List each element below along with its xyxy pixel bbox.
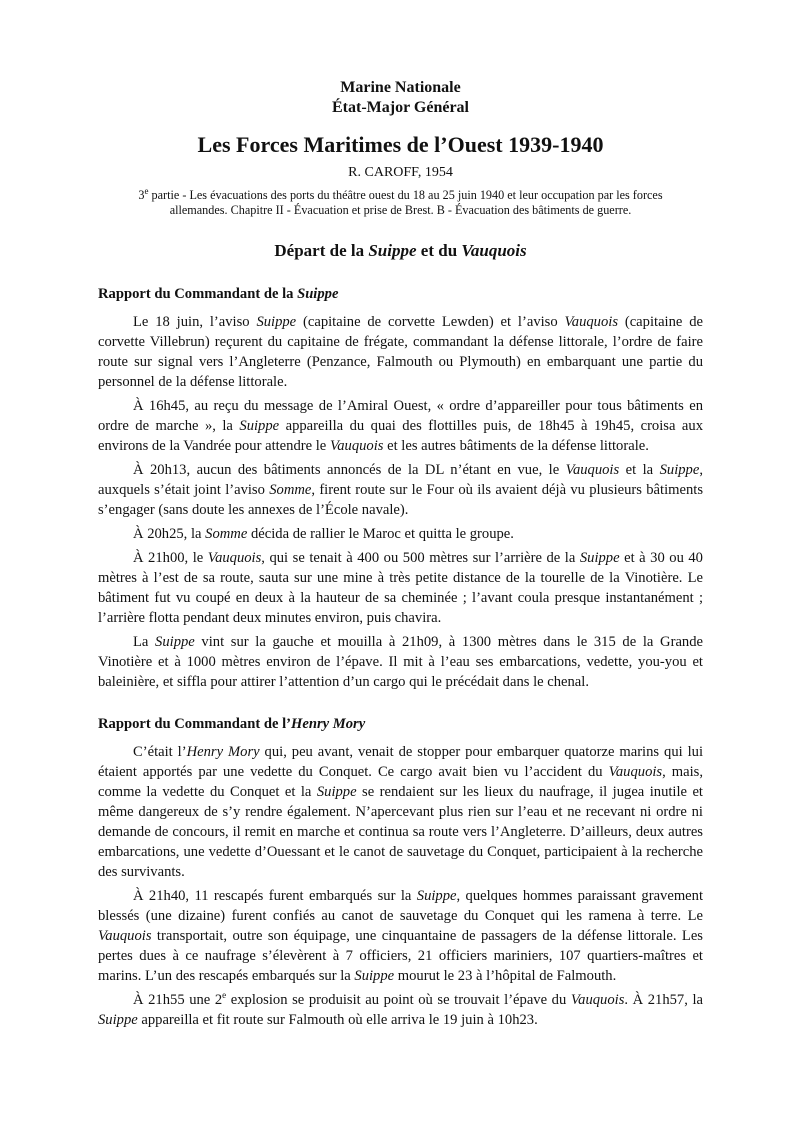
- text-run: Le 18 juin, l’aviso: [133, 314, 257, 330]
- body-paragraph: [98, 524, 703, 544]
- ship-name: Vauquois: [565, 462, 620, 478]
- text-run: , qui se tenait à 400 ou 500 mètres sur l’arrière de la: [261, 550, 580, 566]
- section-heading-ship-2: Vauquois: [461, 241, 527, 260]
- body-paragraph: [98, 886, 703, 986]
- ship-name: Somme: [205, 526, 248, 542]
- body-paragraph: [98, 548, 703, 628]
- text-run: appareilla du quai des flottilles puis, de 18h45 à 19h45, croisa aux environs de la Vandrée pour attendre le: [98, 418, 703, 454]
- text-run: La: [133, 634, 156, 650]
- body-paragraph: [98, 460, 703, 520]
- ship-name: Vauquois: [564, 314, 618, 330]
- ship-name: Suippe: [316, 784, 357, 800]
- report-heading-prefix: Rapport du Commandant de l’: [98, 716, 291, 732]
- report-heading-ship: Henry Mory: [291, 716, 366, 732]
- department-heading: État-Major Général: [332, 99, 469, 116]
- subtitle-part-number: 3: [138, 188, 145, 202]
- report-heading: [98, 284, 703, 304]
- ship-name: Somme: [269, 482, 312, 498]
- text-run: , quelques hommes paraissant gravement blessés (une dizaine) furent confiés au canot de sauvetage du Conquet qui les ramena à terre. Le: [98, 888, 704, 924]
- ship-name: Suippe: [354, 968, 395, 984]
- subtitle-line-1: partie - Les évacuations des ports du théâtre ouest du 18 au 25 juin 1940 et leur occupation par les forces: [148, 188, 663, 202]
- body-paragraph: [98, 312, 703, 392]
- ship-name: Vauquois: [570, 992, 625, 1008]
- text-run: (capitaine de corvette Lewden) et l’aviso: [296, 314, 565, 330]
- text-run: appareilla et fit route sur Falmouth où elle arriva le 19 juin à 10h23.: [137, 1012, 538, 1028]
- text-run: qui, peu avant, venait de stopper pour embarquer quatorze marins qui lui étaient apportés par une vedette du Conquet. Ce cargo avait bien vu l’accident du: [98, 744, 704, 780]
- text-run: , auxquels s’était joint l’aviso: [98, 462, 703, 498]
- report-heading-prefix: Rapport du Commandant de la: [98, 286, 298, 302]
- document-subtitle: [98, 185, 703, 218]
- section-heading: [98, 240, 703, 262]
- text-run: À 21h00, le: [133, 550, 208, 566]
- text-run: À 20h13, aucun des bâtiments annoncés de la DL n’étant en vue, le: [133, 462, 566, 478]
- text-run: À 16h45, au reçu du message de l’Amiral Ouest, « ordre d’appareiller pour tous bâtiments en ordre de marche », la: [98, 398, 703, 434]
- ship-name: Suippe: [239, 418, 280, 434]
- text-run: et les autres bâtiments de la défense littorale.: [383, 438, 649, 454]
- text-run: , mais, comme la vedette du Conquet et la: [98, 764, 703, 800]
- ship-name: Suippe: [416, 888, 457, 904]
- body-paragraph: [98, 396, 703, 456]
- subtitle-part-suffix: e: [144, 185, 149, 196]
- document-title: Les Forces Maritimes de l’Ouest 1939-1940: [197, 132, 604, 157]
- body-paragraph: [98, 990, 703, 1030]
- report-heading: [98, 714, 703, 734]
- ordinal-suffix: e: [222, 990, 227, 1001]
- subtitle-line-2: allemandes. Chapitre II - Évacuation et prise de Brest. B - Évacuation des bâtiments de guerre.: [169, 203, 632, 217]
- text-run: et la: [619, 462, 660, 478]
- ship-name: Suippe: [256, 314, 297, 330]
- ship-name: Vauquois: [207, 550, 262, 566]
- ship-name: Suippe: [98, 1012, 138, 1028]
- text-run: transportait, outre son équipage, une cinquantaine de passagers de la défense littorale. Les pertes dues à ce naufrage s’élevèrent à 7 officiers, 21 officiers mariniers, 107 quartiers-maîtres et marins. L’un des rescapés embarqués sur la: [98, 928, 703, 984]
- document-page: [98, 78, 703, 1034]
- ship-name: Vauquois: [608, 764, 663, 780]
- report-body: [98, 312, 703, 692]
- text-run: explosion se produisit au point où se trouvait l’épave du: [226, 992, 571, 1008]
- text-run: décida de rallier le Maroc et quitta le groupe.: [247, 526, 514, 542]
- text-run: . À 21h57, la: [624, 992, 703, 1008]
- report-heading-ship: Suippe: [297, 286, 339, 302]
- text-run: C’était l’: [133, 744, 187, 760]
- organization-heading: Marine Nationale: [340, 79, 461, 96]
- report-body: [98, 742, 703, 1030]
- text-run: vint sur la gauche et mouilla à 21h09, à 1300 mètres dans le 315 de la Grande Vinotière et à 1000 mètres environ de l’épave. Il mit à l’eau ses embarcations, vedette, you-you et baleinière, et siffla pour attirer l’attention d’un cargo qui le précédait dans le chenal.: [98, 634, 703, 690]
- body-paragraph: [98, 742, 703, 882]
- text-run: , firent route sur le Four où ils avaient déjà vu plusieurs bâtiments s’engager (sans doute les annexes de l’École navale).: [98, 482, 703, 518]
- section-heading-ship-1: Suippe: [368, 241, 417, 260]
- section-heading-middle: et du: [416, 241, 462, 260]
- ship-name: Suippe: [579, 550, 620, 566]
- text-run: À 20h25, la: [133, 526, 206, 542]
- ship-name: Suippe: [659, 462, 700, 478]
- ship-name: Vauquois: [98, 928, 152, 944]
- text-run: À 21h40, 11 rescapés furent embarqués sur la: [133, 888, 417, 904]
- text-run: se rendaient sur les lieux du naufrage, il jugea inutile et même dangereux de s’y rendre également. N’apercevant plus rien sur l’eau et ne recevant ni ordre ni demande de concours, il remit en marche et continua sa route vers l’Angleterre. D’ailleurs, deux autres embarcations, une vedette d’Ouessant et le canot de sauvetage du Conquet, participaient à la recherche des survivants.: [98, 784, 703, 880]
- text-run: mourut le 23 à l’hôpital de Falmouth.: [394, 968, 617, 984]
- body-paragraph: [98, 632, 703, 692]
- text-run: (capitaine de corvette Villebrun) reçurent du capitaine de frégate, commandant la défense littorale, l’ordre de faire route sur signal vers l’Angleterre (Penzance, Falmouth ou Plymouth) en embarquant une partie du personnel de la défense littorale.: [98, 314, 703, 390]
- text-run: À 21h55 une 2: [133, 992, 223, 1008]
- ship-name: Vauquois: [329, 438, 384, 454]
- ship-name: Henry Mory: [186, 744, 260, 760]
- author-line: R. CAROFF, 1954: [348, 165, 453, 180]
- section-heading-prefix: Départ de la: [274, 241, 369, 260]
- ship-name: Suippe: [155, 634, 195, 650]
- text-run: et à 30 ou 40 mètres à l’est de sa route, sauta sur une mine à très petite distance de la tourelle de la Vinotière. Le bâtiment fut vu coupé en deux à la hauteur de sa cheminée ; l’avant coula presque instantanément ; l’arrière flotta pendant deux minutes environ, puis chavira.: [98, 550, 703, 626]
